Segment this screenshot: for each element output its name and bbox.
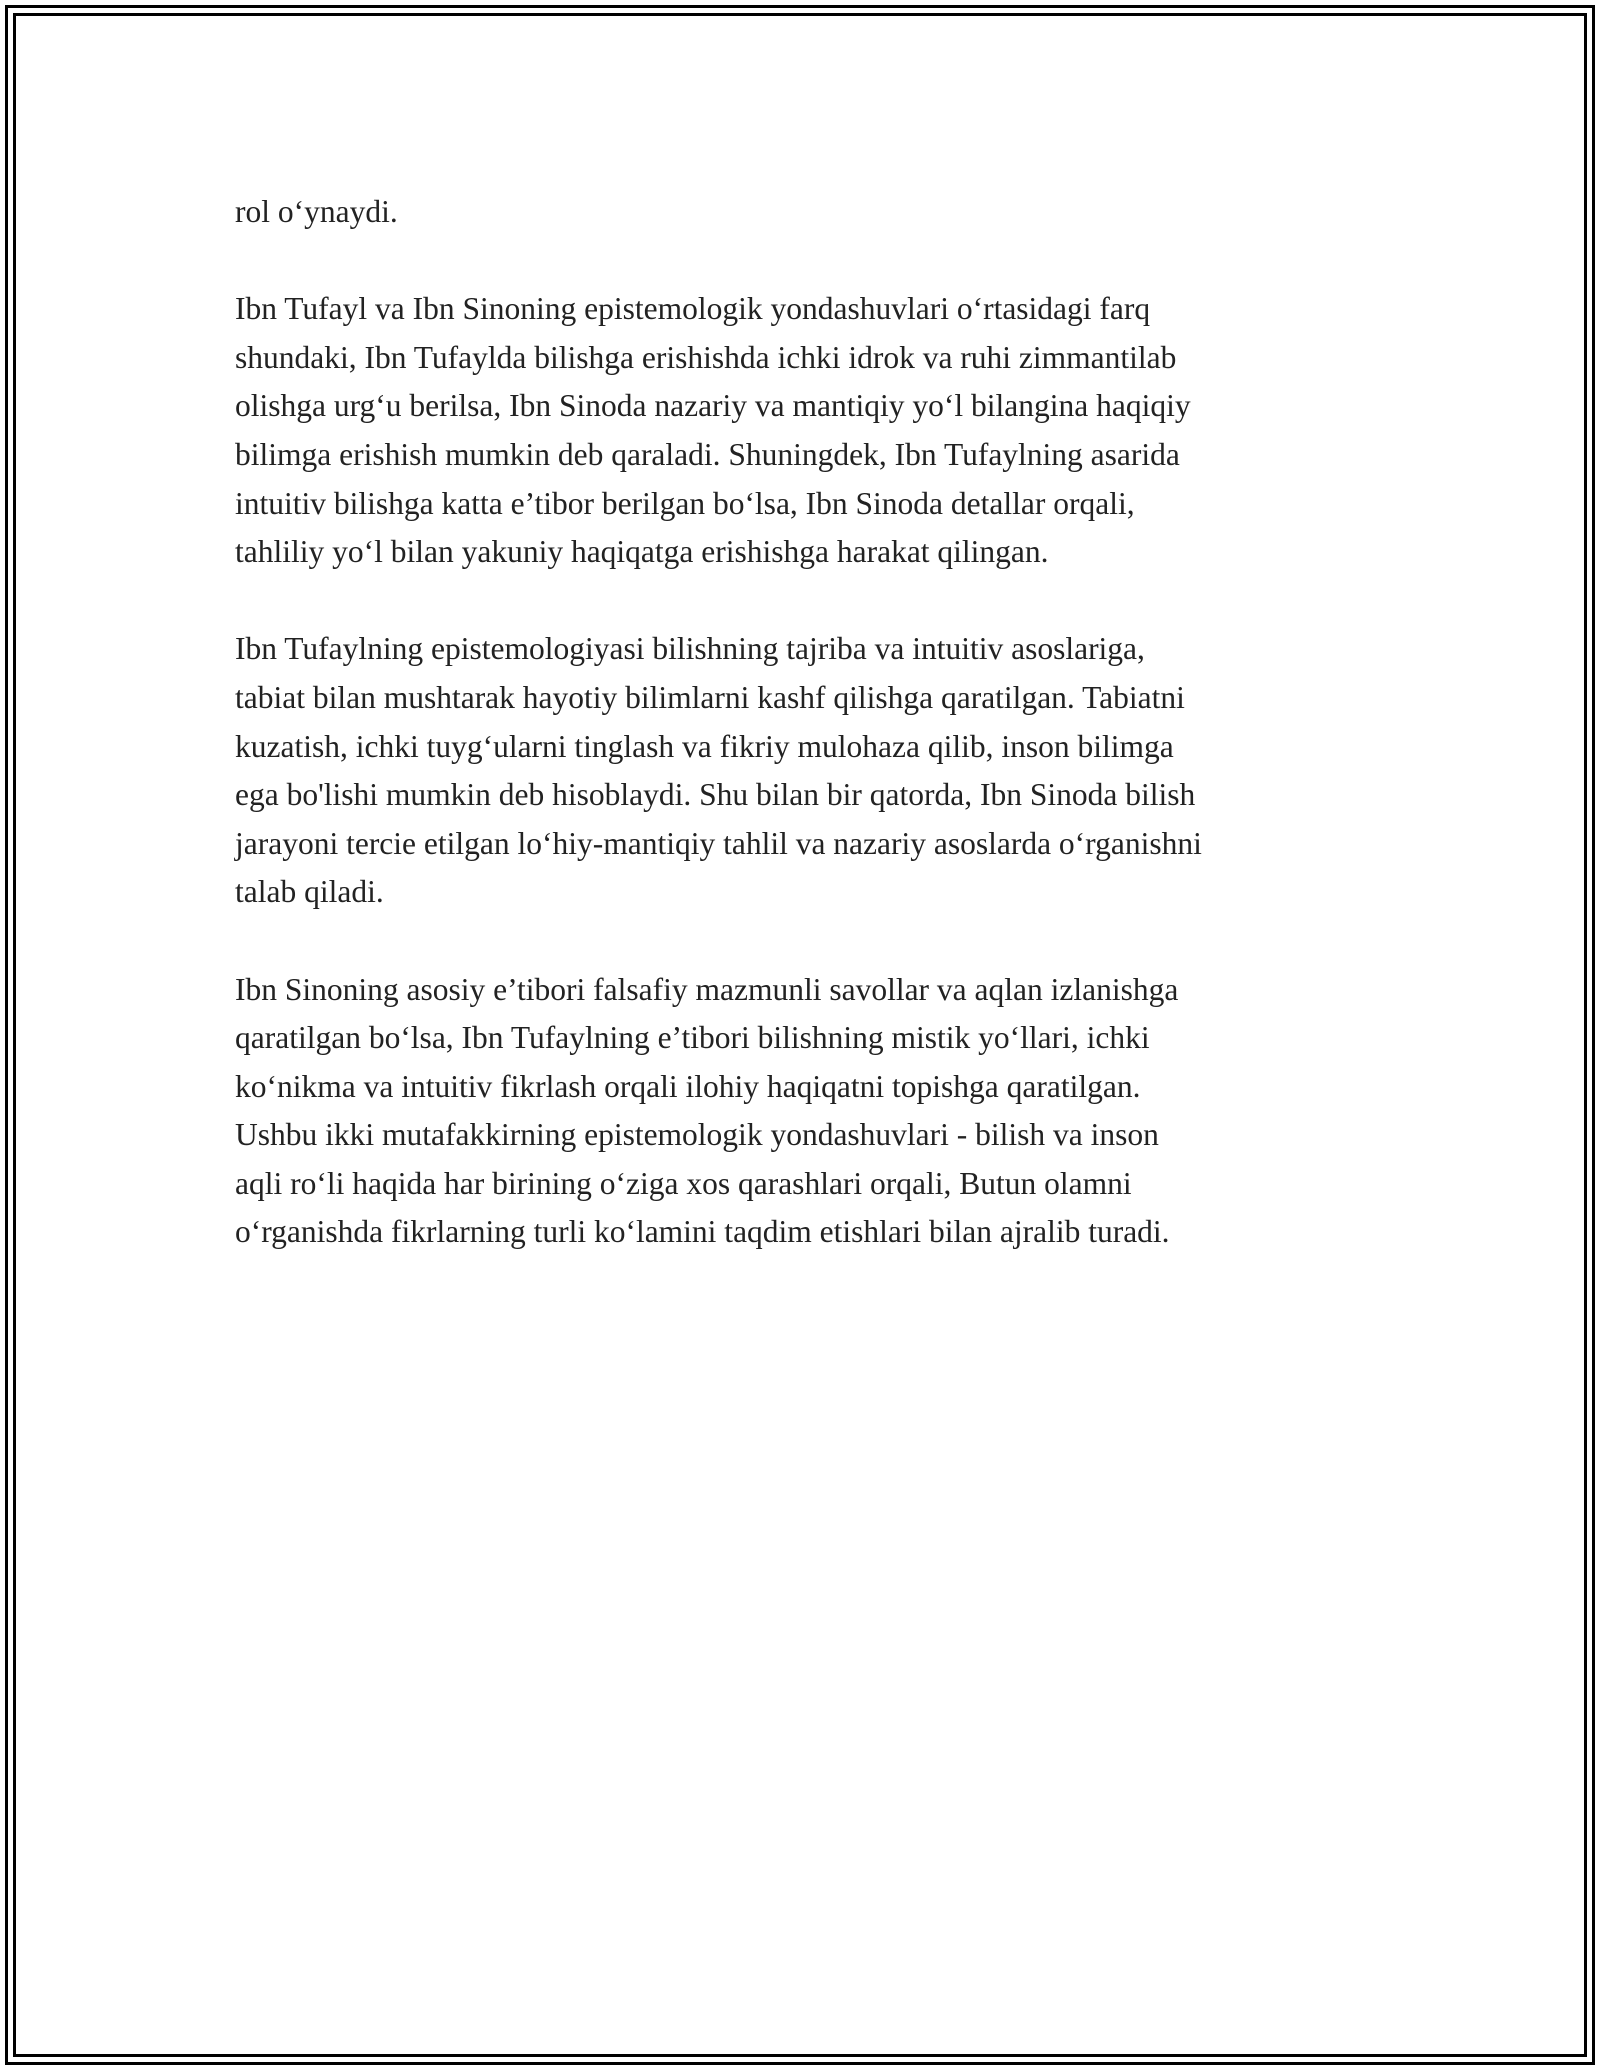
text-line: Ibn Tufaylning epistemologiyasi bilishning tajriba va intuitiv asoslariga, [235,631,1145,667]
text-line: o‘rganishda fikrlarning turli ko‘lamini taqdim etishlari bilan ajralib turadi. [235,1214,1170,1250]
text-line: tahliliy yo‘l bilan yakuniy haqiqatga erishishga harakat qilingan. [235,534,1049,570]
text-line: qaratilgan bo‘lsa, Ibn Tufaylning e’tibori bilishning mistik yo‘llari, ichki [235,1020,1150,1056]
document-body [235,188,1375,1257]
text-line: rol o‘ynaydi. [235,194,398,229]
text-line: Ibn Tufayl va Ibn Sinoning epistemologik yondashuvlari o‘rtasidagi farq [235,291,1151,327]
text-line: Ibn Sinoning asosiy e’tibori falsafiy mazmunli savollar va aqlan izlanishga [235,971,1179,1007]
text-line: olishga urg‘u berilsa, Ibn Sinoda nazariy va mantiqiy yo‘l bilangina haqiqiy [235,388,1191,424]
text-line: tabiat bilan mushtarak hayotiy bilimlarni kashf qilishga qaratilgan. Tabiatni [235,679,1185,715]
text-line: Ushbu ikki mutafakkirning epistemologik yondashuvlari - bilish va inson [235,1117,1159,1153]
text-line: ega bo'lishi mumkin deb hisoblaydi. Shu bilan bir qatorda, Ibn Sinoda bilish [235,777,1196,813]
text-line: talab qiladi. [235,874,384,910]
text-line: jarayoni tercie etilgan lo‘hiy-mantiqiy tahlil va nazariy asoslarda o‘rganishni [235,825,1202,861]
text-line: ko‘nikma va intuitiv fikrlash orqali ilohiy haqiqatni topishga qaratilgan. [235,1068,1141,1104]
text-line: shundaki, Ibn Tufaylda bilishga erishishda ichki idrok va ruhi zimmantilab [235,339,1177,375]
text-line: aqli ro‘li haqida har birining o‘ziga xos qarashlari orqali, Butun olamni [235,1165,1132,1201]
text-line: intuitiv bilishga katta e’tibor berilgan bo‘lsa, Ibn Sinoda detallar orqali, [235,485,1135,521]
text-line: bilimga erishish mumkin deb qaraladi. Shuningdek, Ibn Tufaylning asarida [235,436,1180,472]
text-line: kuzatish, ichki tuyg‘ularni tinglash va fikriy mulohaza qilib, inson bilimga [235,728,1174,764]
